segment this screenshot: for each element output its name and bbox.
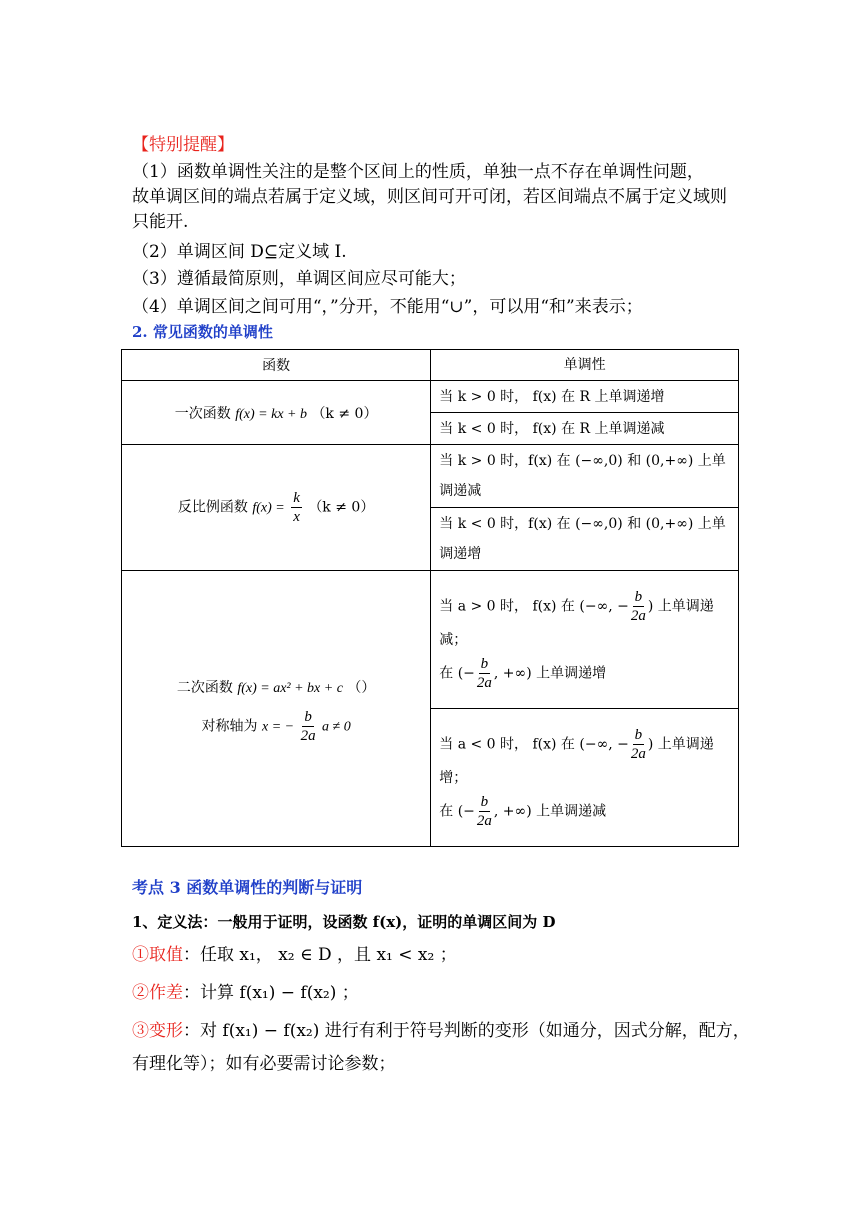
inverse-case-1-line-a: 当 k > 0 时，f(x) 在 (−∞,0) 和 (0,+∞) 上单 <box>439 453 726 469</box>
linear-case-1: 当 k > 0 时， f(x) 在 R 上单调递增 <box>431 381 739 413</box>
quadratic-case-1-line-c <box>439 655 738 692</box>
q2a-post: ) 上单调递 <box>647 736 714 752</box>
header-function: 函数 <box>122 350 431 381</box>
q1c-frac-den: 2a <box>476 674 492 691</box>
inverse-name: 反比例函数 <box>177 499 248 516</box>
q1a-frac-den: 2a <box>630 607 646 624</box>
table-header-row <box>122 350 739 381</box>
quadratic-line-2 <box>122 708 430 745</box>
q1c-pre: 在 (− <box>439 665 475 681</box>
step-3-line-b: 有理化等）；如有必要需讨论参数； <box>132 1054 396 1074</box>
quadratic-line-1 <box>122 673 430 704</box>
reminder-title: 【特别提醒】 <box>132 135 234 155</box>
step-2 <box>132 981 359 1005</box>
reminder-p3: （3）遵循最简原则，单调区间应尽可能大； <box>132 269 466 289</box>
q2c-pre: 在 (− <box>439 803 475 819</box>
section3-title: 考点 3 函数单调性的判断与证明 <box>132 878 363 897</box>
inverse-case-2 <box>431 508 739 571</box>
table-row <box>122 445 739 508</box>
q1a-frac-num: b <box>634 588 643 605</box>
inverse-condition: （k ≠ 0） <box>308 499 375 516</box>
q2c-post: , +∞) 上单调递减 <box>493 803 607 819</box>
step-1-label: ①取值 <box>132 945 183 965</box>
quadratic-case-2-line-a <box>439 726 738 763</box>
q2a-pre: 当 a < 0 时， f(x) 在 (−∞, − <box>439 736 629 752</box>
header-monotonicity: 单调性 <box>431 350 739 381</box>
q1a-fraction <box>631 588 646 625</box>
linear-condition: （k ≠ 0） <box>311 405 378 422</box>
quadratic-case-2-line-b: 增； <box>439 769 468 786</box>
quadratic-case-1-line-a <box>439 588 738 625</box>
q2c-frac-num: b <box>480 793 489 810</box>
inverse-case-1-line-b: 调递减 <box>439 483 482 499</box>
inverse-function-cell <box>122 445 431 571</box>
step-2-text: ：计算 f(x₁) − f(x₂) ； <box>183 983 359 1003</box>
quadratic-axis-fraction <box>301 708 316 745</box>
q1a-pre: 当 a > 0 时， f(x) 在 (−∞, − <box>439 598 629 614</box>
reminder-p2: （2）单调区间 D⊆定义域 I. <box>132 242 347 262</box>
step-3-label: ③变形 <box>132 1021 183 1041</box>
q2c-frac-den: 2a <box>476 812 492 829</box>
quadratic-frac-num: b <box>304 708 312 725</box>
quadratic-axis-label: 对称轴为 <box>201 718 258 734</box>
q2a-fraction <box>631 726 646 763</box>
linear-function-cell <box>122 381 431 445</box>
q2c-fraction <box>477 793 492 830</box>
quadratic-frac-den: 2a <box>300 727 316 744</box>
inverse-formula-left: f(x) = <box>252 500 285 516</box>
reminder-p1-line2: 故单调区间的端点若属于定义域，则区间可开可闭，若区间端点不属于定义域则 <box>132 187 727 207</box>
section2-title: 2. 常见函数的单调性 <box>132 323 273 341</box>
inverse-frac-num: k <box>293 490 300 506</box>
quadratic-axis-left: x = − <box>262 719 295 734</box>
inverse-case-2-line-a: 当 k < 0 时，f(x) 在 (−∞,0) 和 (0,+∞) 上单 <box>439 516 726 532</box>
definition-method: 1、定义法：一般用于证明，设函数 f(x)，证明的单调区间为 D <box>132 913 556 931</box>
step-2-label: ②作差 <box>132 983 183 1003</box>
inverse-case-1 <box>431 445 739 508</box>
inverse-fraction <box>291 489 302 526</box>
q1c-fraction <box>477 655 492 692</box>
quadratic-name: 二次函数 <box>176 679 233 696</box>
step-3-line-a <box>132 1019 750 1043</box>
quadratic-formula: f(x) = ax² + bx + c <box>237 680 343 696</box>
inverse-case-2-line-b: 调递增 <box>439 546 482 562</box>
quadratic-case-1 <box>431 571 739 709</box>
quadratic-function-cell <box>122 571 431 847</box>
quadratic-case-2 <box>431 709 739 847</box>
q1c-frac-num: b <box>480 655 489 672</box>
step-1-text: ：任取 x₁， x₂ ∈ D ，且 x₁ < x₂ ； <box>183 945 457 965</box>
linear-name: 一次函数 <box>174 405 231 422</box>
quadratic-case-1-line-b: 减； <box>439 631 468 648</box>
table-row <box>122 571 739 709</box>
q1c-post: , +∞) 上单调递增 <box>493 665 607 681</box>
q2a-frac-num: b <box>634 726 643 743</box>
monotonicity-table <box>121 349 739 847</box>
reminder-p1-line1: （1）函数单调性关注的是整个区间上的性质，单独一点不存在单调性问题， <box>132 162 704 182</box>
step-1 <box>132 943 457 967</box>
step-3-text-a: ：对 f(x₁) − f(x₂) 进行有利于符号判断的变形（如通分，因式分解，配方， <box>183 1021 750 1041</box>
quadratic-case-2-line-c <box>439 793 738 830</box>
reminder-p4: （4）单调区间之间可用“，”分开，不能用“∪”，可以用“和”来表示； <box>132 297 643 317</box>
quadratic-paren: （） <box>347 679 376 696</box>
linear-formula: f(x) = kx + b <box>235 406 307 422</box>
linear-case-2: 当 k < 0 时， f(x) 在 R 上单调递减 <box>431 413 739 445</box>
reminder-p1-line3: 只能开. <box>132 212 189 232</box>
q2a-frac-den: 2a <box>630 745 646 762</box>
inverse-frac-den: x <box>293 509 300 525</box>
q1a-post: ) 上单调递 <box>647 598 714 614</box>
quadratic-condition: a ≠ 0 <box>322 719 351 734</box>
table-row <box>122 381 739 413</box>
